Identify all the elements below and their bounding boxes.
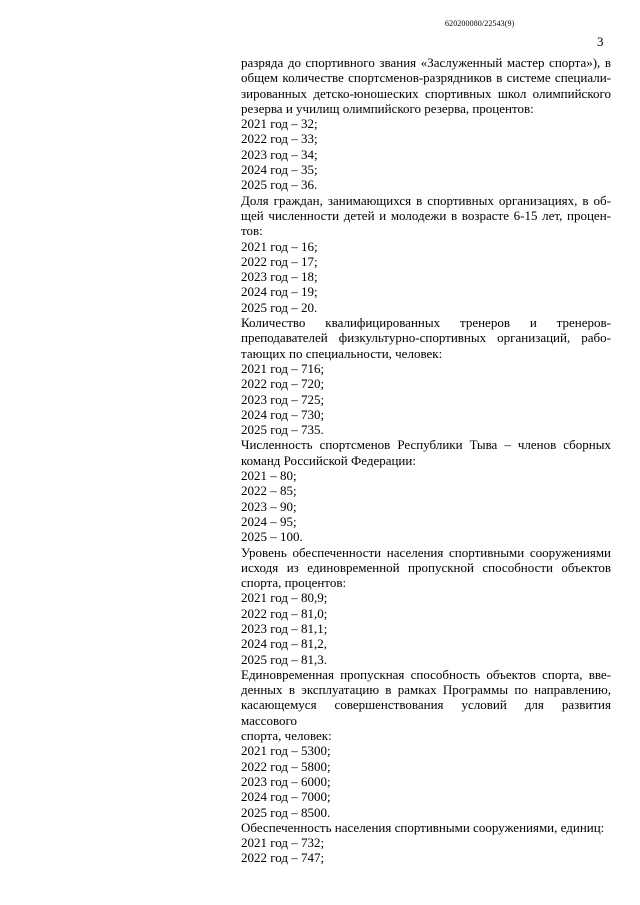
text-line: 2022 – 85; bbox=[241, 483, 297, 499]
text-line: разряда до спортивного звания «Заслуженный мастер спорта»), в bbox=[241, 55, 611, 70]
text-line: исходя из единовременной пропускной способности объектов bbox=[241, 559, 611, 575]
text-line: 2025 год – 36. bbox=[241, 177, 318, 193]
text-line: спорта, человек: bbox=[241, 728, 332, 744]
text-line: 2021 год – 80,9; bbox=[241, 590, 328, 606]
text-line: Численность спортсменов Республики Тыва – членов сборных bbox=[241, 437, 611, 453]
text-line: 2024 год – 35; bbox=[241, 162, 318, 178]
text-line: 2024 – 95; bbox=[241, 513, 297, 529]
text-line: зированных детско-юношеских спортивных школ олимпийского bbox=[241, 85, 611, 101]
text-line: 2022 год – 5800; bbox=[241, 758, 331, 774]
text-line: 2022 год – 81,0; bbox=[241, 605, 328, 621]
text-line: спорта, процентов: bbox=[241, 575, 347, 591]
text-line: общем количестве спортсменов-разрядников в системе специали- bbox=[241, 70, 611, 86]
text-line: 2025 год – 20. bbox=[241, 299, 318, 315]
text-line: щей численности детей и молодежи в возрасте 6-15 лет, процен- bbox=[241, 207, 611, 223]
text-line: 2025 год – 735. bbox=[241, 422, 324, 438]
text-line: 2022 год – 33; bbox=[241, 131, 318, 147]
text-line: 2021 год – 5300; bbox=[241, 743, 331, 759]
page-number: 3 bbox=[597, 34, 604, 49]
text-line: 2021 – 80; bbox=[241, 468, 297, 484]
text-line: 2024 год – 730; bbox=[241, 406, 325, 422]
text-line: Единовременная пропускная способность объектов спорта, вве- bbox=[241, 666, 611, 682]
text-line: 2023 год – 34; bbox=[241, 146, 318, 162]
text-line: команд Российской Федерации: bbox=[241, 452, 416, 468]
text-line: Обеспеченность населения спортивными сооружениями, единиц: bbox=[241, 819, 605, 835]
text-line: денных в эксплуатацию в рамках Программы по направлению, bbox=[241, 682, 611, 698]
text-line: касающемуся совершенствования условий для развития массового bbox=[241, 697, 611, 728]
text-line: 2024 год – 7000; bbox=[241, 789, 331, 805]
text-line: 2023 – 90; bbox=[241, 498, 297, 514]
text-line: 2025 год – 8500. bbox=[241, 804, 331, 820]
document-id: 620200080/22543(9) bbox=[445, 19, 515, 28]
text-line: 2022 год – 17; bbox=[241, 253, 318, 269]
text-line: 2021 год – 32; bbox=[241, 116, 318, 132]
text-line: преподавателей физкультурно-спортивных организаций, рабо- bbox=[241, 330, 611, 346]
text-line: 2021 год – 716; bbox=[241, 360, 325, 376]
text-line: 2021 год – 732; bbox=[241, 835, 325, 851]
text-line: 2025 – 100. bbox=[241, 529, 303, 545]
text-line: 2022 год – 747; bbox=[241, 850, 325, 866]
text-line: 2023 год – 6000; bbox=[241, 773, 331, 789]
text-line: Количество квалифицированных тренеров и тренеров- bbox=[241, 315, 611, 331]
text-line: 2025 год – 81,3. bbox=[241, 651, 327, 667]
text-line: тающих по специальности, человек: bbox=[241, 345, 443, 361]
text-line: тов: bbox=[241, 223, 263, 239]
text-line: 2021 год – 16; bbox=[241, 238, 318, 254]
text-line: Доля граждан, занимающихся в спортивных организациях, в об- bbox=[241, 192, 611, 208]
text-line: 2023 год – 18; bbox=[241, 269, 318, 285]
text-line: 2022 год – 720; bbox=[241, 376, 325, 392]
text-line: Уровень обеспеченности населения спортивными сооружениями bbox=[241, 544, 611, 560]
text-line: резерва и училищ олимпийского резерва, процентов: bbox=[241, 100, 534, 116]
text-line: 2023 год – 81,1; bbox=[241, 620, 328, 636]
text-line: 2024 год – 81,2, bbox=[241, 636, 327, 652]
text-line: 2023 год – 725; bbox=[241, 391, 325, 407]
document-body bbox=[241, 55, 611, 866]
text-line: 2024 год – 19; bbox=[241, 284, 318, 300]
